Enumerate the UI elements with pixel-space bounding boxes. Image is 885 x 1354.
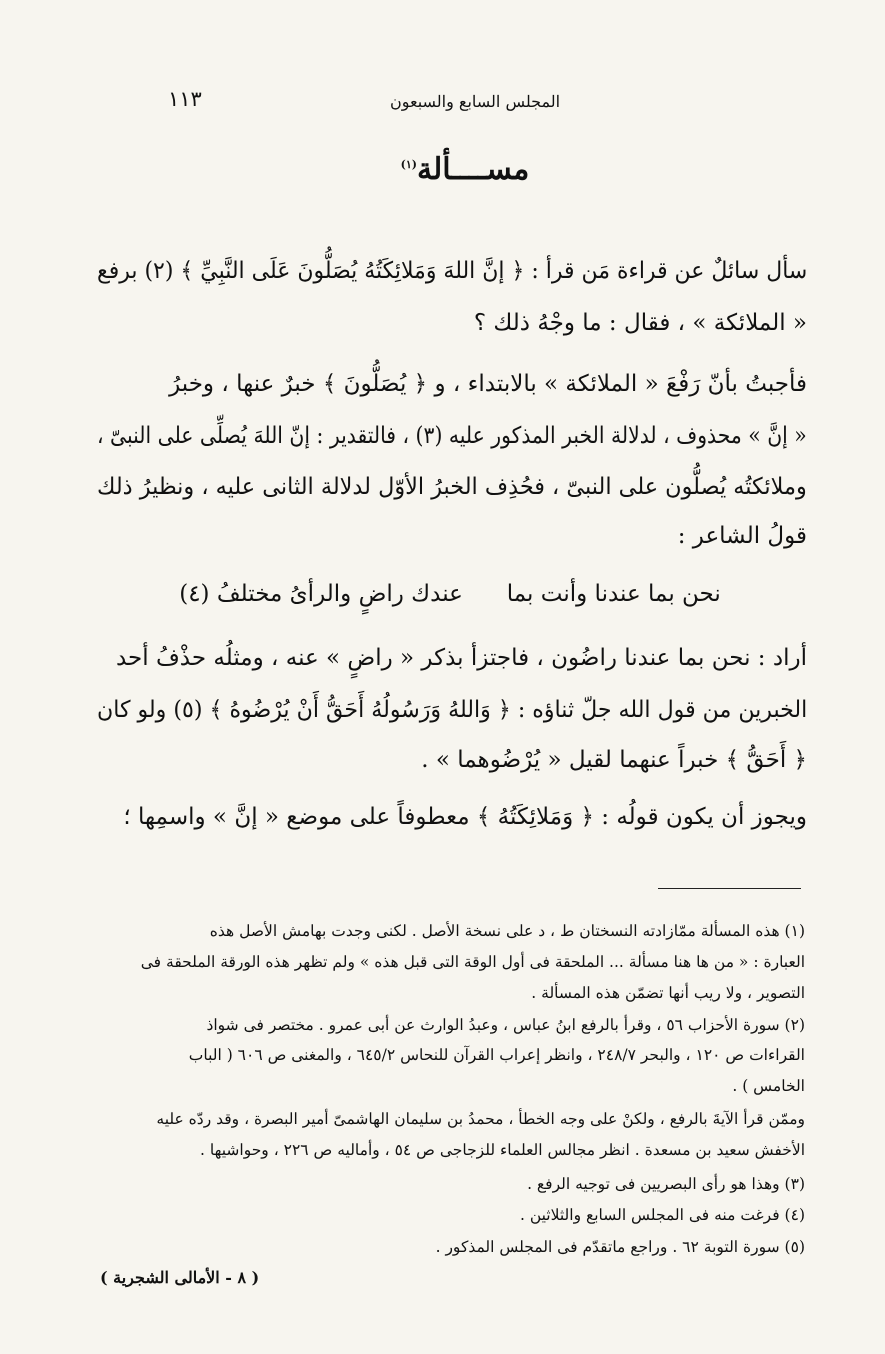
section-title-text: مسـ‌ـــألة (417, 152, 530, 187)
body-line: ﴿ أَحَقُّ ﴾ خبراً عنهما لقيل « يُرْضُوهما » . (421, 747, 807, 773)
section-title (340, 152, 590, 187)
body-line: وملائكتُه يُصلُّون على النبىّ ، فحُذِف الخبرُ الأوّل لدلالة الثانى عليه ، ونظيرُ ذلك (97, 474, 807, 500)
body-line: « إنَّ » محذوف ، لدلالة الخبر المذكور عليه (٣) ، فالتقدير : إنّ اللهَ يُصلِّى على النبىّ ، (97, 423, 807, 449)
footnote-line: (٤) فرغت منه فى المجلس السابع والثلاثين . (519, 1206, 805, 1224)
footnote-line: الخامس ) . (732, 1077, 805, 1095)
running-header-title: المجلس السابع والسبعون (389, 92, 561, 111)
footnote-divider (658, 888, 801, 889)
body-line: سأل سائلٌ عن قراءة مَن قرأ : ﴿ إنَّ اللهَ وَمَلائِكَتُهُ يُصَلُّونَ عَلَى النَّبِيِّ ﴾ (٢) برفع (96, 258, 807, 284)
body-line: قولُ الشاعر : (677, 523, 807, 549)
footnote-line: الأخفش سعيد بن مسعدة . انظر مجالس العلماء للزجاجى ص ٥٤ ، وأماليه ص ٢٢٦ ، وحواشيها . (200, 1141, 805, 1159)
footnote-line: وممّن قرأ الآيةَ بالرفع ، ولكنْ على وجه الخطأ ، محمدُ بن سليمان الهاشمىّ أمير البصرة ، وقد ردّه عليه (156, 1110, 805, 1128)
page-number: ١١٣ (168, 87, 202, 111)
body-line: فأجبتُ بأنّ رَفْعَ « الملائكة » بالابتداء ، و ﴿ يُصَلُّونَ ﴾ خبرٌ عنها ، وخبرُ (169, 371, 807, 397)
footnote-line: التصوير ، ولا ريب أنها تضمّن هذه المسألة . (531, 984, 805, 1002)
body-line: أراد : نحن بما عندنا راضُون ، فاجتزأ بذكر « راضٍ » عنه ، ومثلُه حذْفُ أحد (115, 645, 807, 671)
signature-mark: ( ٨ - الأمالى الشجرية ) (100, 1268, 260, 1287)
footnote-line: (٥) سورة التوبة ٦٢ . وراجع ماتقدّم فى المجلس المذكور . (435, 1238, 805, 1256)
footnote-line: القراءات ص ١٢٠ ، والبحر ٢٤٨/٧ ، وانظر إعراب القرآن للنحاس ٦٤٥/٢ ، والمغنى ص ٦٠٦ ( الباب (188, 1046, 805, 1064)
verse-line: نحن بما عندنا وأنت بما عندك راضٍ والرأىُ مختلفُ (٤) (179, 581, 721, 607)
footnote-line: (٣) وهذا هو رأى البصريين فى توجيه الرفع . (527, 1175, 805, 1193)
body-line: الخبرين من قول الله جلّ ثناؤه : ﴿ وَاللهُ وَرَسُولُهُ أَحَقُّ أَنْ يُرْضُوهُ ﴾ (٥) ولو كان (96, 697, 807, 723)
footnote-line: العبارة : « من ها هنا مسألة ... الملحقة فى أول الوقة التى قبل هذه » ولم تظهر هذه الورقة الملحقة فى (140, 953, 805, 971)
footnote-line: (١) هذه المسألة ممّازادته النسختان ط ، د على نسخة الأصل . لكنى وجدت بهامش الأصل هذه (209, 922, 805, 940)
body-line: « الملائكة » ، فقال : ما وجْهُ ذلك ؟ (473, 310, 807, 336)
body-line: ويجوز أن يكون قولُه : ﴿ وَمَلائِكَتُهُ ﴾ معطوفاً على موضع « إنَّ » واسمِها ؛ (123, 804, 807, 830)
section-note-ref: (١) (400, 158, 417, 171)
footnote-line: (٢) سورة الأحزاب ٥٦ ، وقرأ بالرفع ابنُ عباس ، وعبدُ الوارث عن أبى عمرو . مختصر فى شواذ (206, 1016, 805, 1034)
